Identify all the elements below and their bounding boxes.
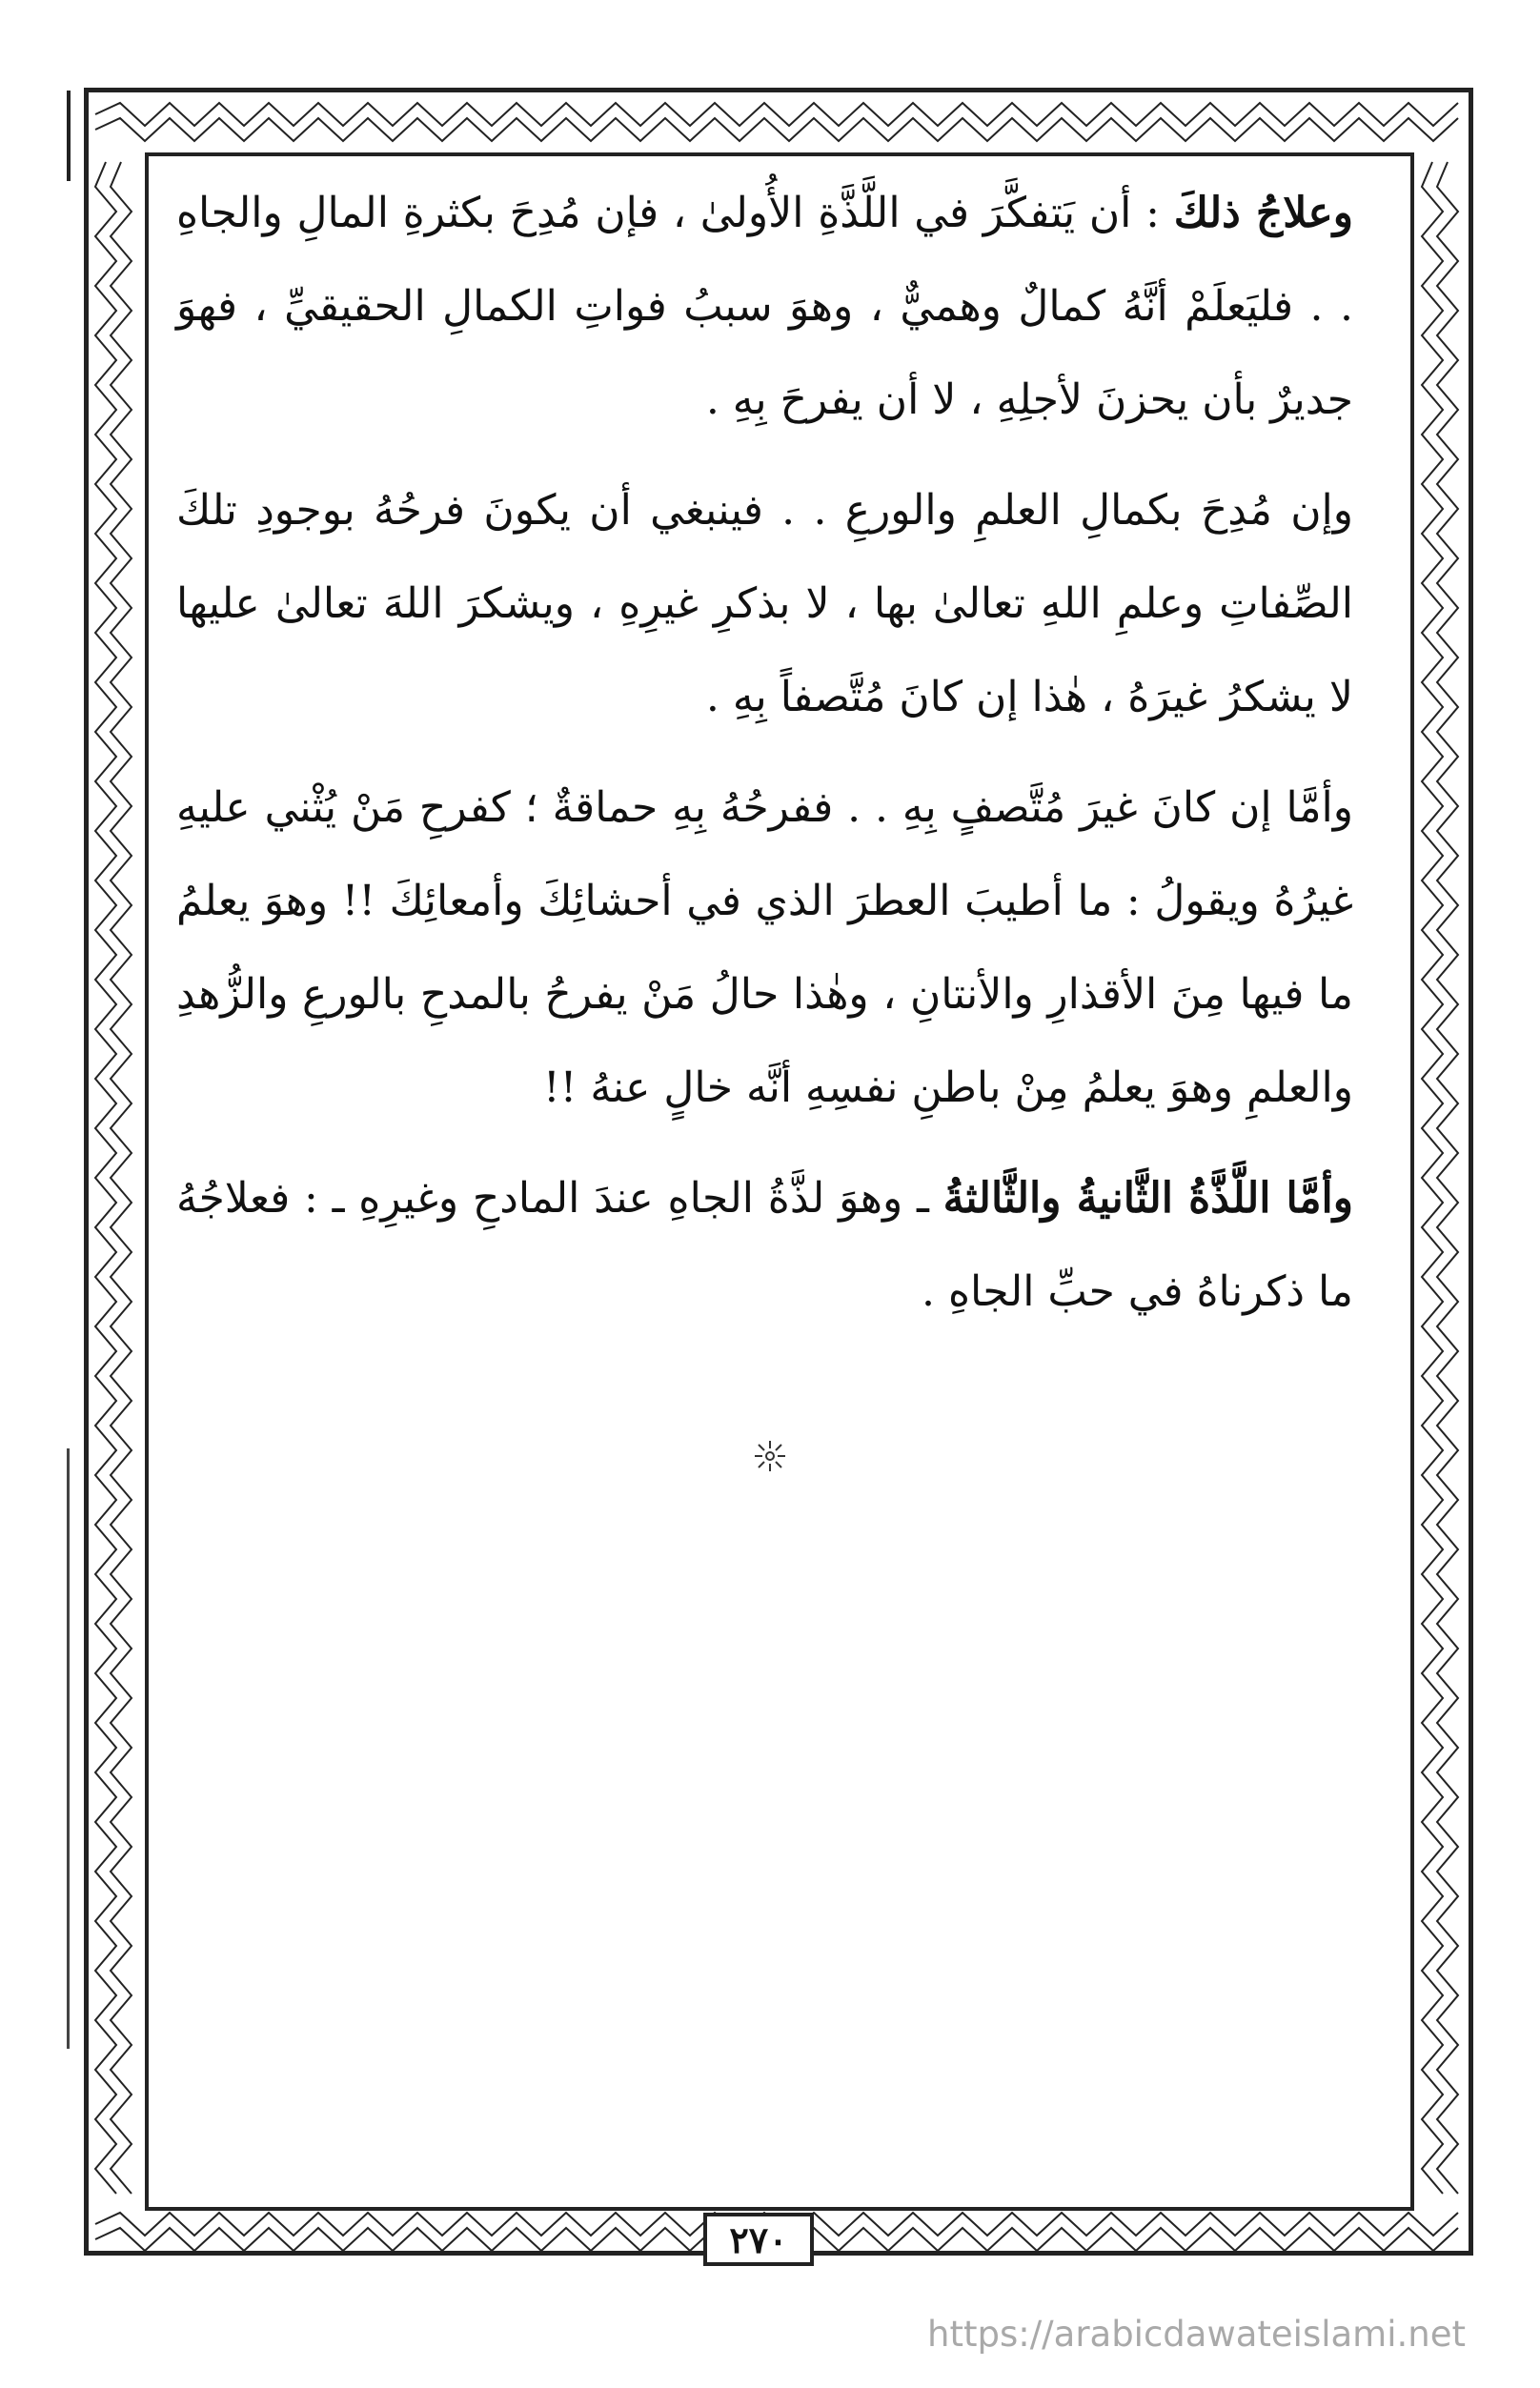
paragraph-text: وإن مُدِحَ بكمالِ العلمِ والورعِ . . فينبغي أن يكونَ فرحُهُ بوجودِ تلكَ الصِّفاتِ وعلمِ اللهِ تعالىٰ بها ، لا بذكرِ غيرِهِ ، ويشكرَ اللهَ تعالىٰ عليها لا يشكرُ غيرَهُ ، هٰذا إن كانَ مُتَّصفاً بِهِ .: [176, 486, 1353, 721]
paragraph-3: [176, 761, 1353, 1135]
page-number: ٢٧٠: [703, 2213, 814, 2266]
paragraph-text: وأمَّا إن كانَ غيرَ مُتَّصفٍ بِهِ . . ففرحُهُ بِهِ حماقةٌ ؛ كفرحِ مَنْ يُثْني عليهِ غيرُهُ ويقولُ : ما أطيبَ العطرَ الذي في أحشائِكَ وأمعائِكَ !! وهوَ يعلمُ ما فيها مِنَ الأقذارِ والأنتانِ ، وهٰذا حالُ مَنْ يفرحُ بالمدحِ بالورعِ والزُّهدِ والعلمِ وهوَ يعلمُ مِنْ باطنِ نفسِهِ أنَّه خالٍ عنهُ !!: [176, 783, 1353, 1112]
paragraph-4: [176, 1152, 1353, 1339]
border-zigzag: [111, 162, 132, 2194]
paragraph-lead: وأمَّا اللَّذَّةُ الثَّانيةُ والثَّالثةُ: [942, 1174, 1353, 1223]
border-zigzag: [95, 162, 116, 2194]
border-zigzag: [1422, 162, 1443, 2194]
paragraph-lead: وعلاجُ ذلكَ: [1173, 189, 1354, 237]
watermark-url: https://arabicdawateislami.net: [927, 2314, 1466, 2355]
paragraph-text: : أن يَتفكَّرَ في اللَّذَّةِ الأُولىٰ ، فإن مُدِحَ بكثرةِ المالِ والجاهِ . . فليَعلَمْ أنَّهُ كمالٌ وهميٌّ ، وهوَ سببُ فواتِ الكمالِ الحقيقيِّ ، فهوَ جديرٌ بأن يحزنَ لأجلِهِ ، لا أن يفرحَ بِهِ .: [176, 189, 1353, 424]
border-zigzag: [95, 103, 1458, 126]
border-zigzag: [95, 118, 1458, 141]
paragraph-2: [176, 464, 1353, 744]
border-zigzag: [1437, 162, 1458, 2194]
paragraph-1: [176, 167, 1353, 447]
ornament-icon: [751, 1437, 789, 1475]
body-text: [176, 167, 1353, 1339]
paragraph-text: ـ وهوَ لذَّةُ الجاهِ عندَ المادحِ وغيرِهِ ـ : فعلاجُهُ ما ذكرناهُ في حبِّ الجاهِ .: [176, 1174, 1353, 1316]
